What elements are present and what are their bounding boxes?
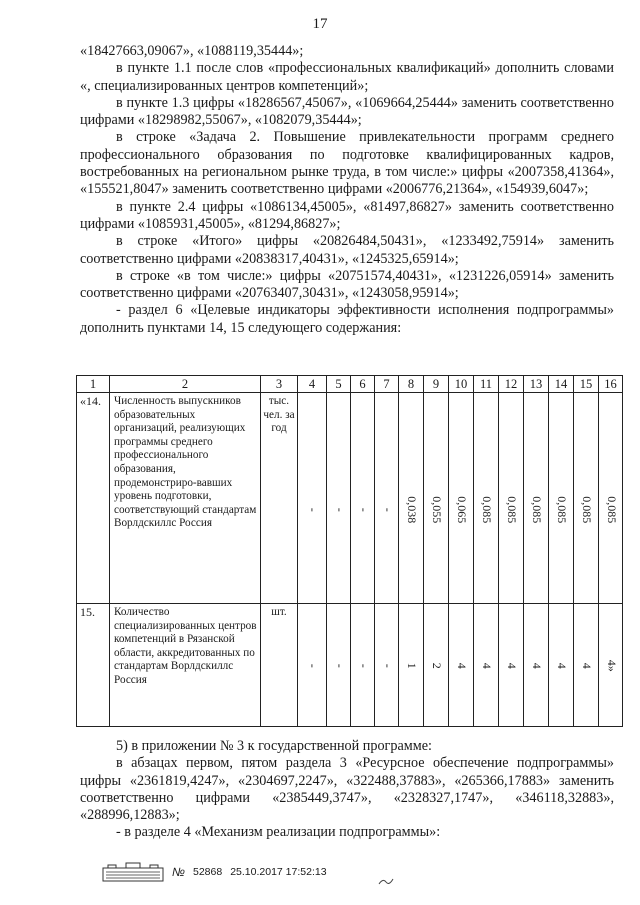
column-header: 8 [399, 376, 424, 393]
value-cell [474, 393, 499, 604]
value-cell [599, 604, 623, 727]
paragraph: в пункте 1.1 после слов «профессиональных квалификаций» дополнить словами «, специализированных центров компетенций»; [80, 60, 614, 94]
table-row [77, 604, 623, 727]
column-header: 4 [298, 376, 327, 393]
column-header: 9 [424, 376, 449, 393]
column-header: 2 [110, 376, 261, 393]
value-cell [298, 604, 327, 727]
paragraph: 5) в приложении № 3 к государственной программе: [116, 738, 432, 754]
paragraph: «18427663,09067», «1088119,35444»; [80, 43, 304, 59]
value: 0,085 [504, 496, 519, 524]
value-cell [574, 604, 599, 727]
value-cell [375, 393, 399, 604]
value-cell [449, 604, 474, 727]
row-number: «14. [77, 393, 110, 604]
value: 4» [604, 659, 619, 672]
number-sign: № [172, 865, 185, 879]
column-header: 12 [499, 376, 524, 393]
value: - [305, 663, 320, 668]
paragraph: в пункте 2.4 цифры «1086134,45005», «81497,86827» заменить соответственно цифрами «1085931,45005», «81294,86827»; [80, 198, 614, 232]
value-cell [499, 393, 524, 604]
table-header-row [77, 376, 623, 393]
value: 4 [504, 662, 519, 669]
value-cell [549, 393, 574, 604]
value-cell [524, 604, 549, 727]
value: 4 [529, 662, 544, 669]
body-text-bottom [80, 738, 614, 842]
unit-of-measure: тыс. чел. за год [261, 393, 298, 604]
row-number: 15. [77, 604, 110, 727]
value: 0,055 [429, 496, 444, 524]
indicator-name: Численность выпускников образовательных организаций, реализующих программы среднего профессионального образования, продемонстриро-вавших уровень подготовки, соответствующий стандартам Ворлдскиллс Россия [110, 393, 261, 604]
value-cell [351, 393, 375, 604]
column-header: 6 [351, 376, 375, 393]
paragraph: - в разделе 4 «Механизм реализации подпрограммы»: [116, 824, 441, 841]
value-cell [399, 604, 424, 727]
column-header: 1 [77, 376, 110, 393]
value: 4 [479, 662, 494, 669]
column-header: 7 [375, 376, 399, 393]
value-cell [499, 604, 524, 727]
value-cell [574, 393, 599, 604]
paragraph: в строке «в том числе:» цифры «20751574,40431», «1231226,05914» заменить соответственно цифрами «20763407,30431», «1243058,95914»; [80, 267, 614, 302]
column-header: 5 [327, 376, 351, 393]
unit-of-measure: шт. [261, 604, 298, 727]
value-cell [599, 393, 623, 604]
value-cell [524, 393, 549, 604]
value: 0,085 [479, 496, 494, 524]
column-header: 16 [599, 376, 623, 393]
indicators-table [76, 375, 621, 727]
value: 4 [579, 662, 594, 669]
value: - [332, 663, 347, 668]
value: 4 [554, 662, 569, 669]
value: 0,085 [554, 496, 569, 524]
value: 4 [454, 662, 469, 669]
registry-stamp-icon [102, 862, 164, 882]
column-header: 10 [449, 376, 474, 393]
registration-datetime: 25.10.2017 17:52:13 [230, 866, 327, 878]
column-header: 15 [574, 376, 599, 393]
value: - [380, 507, 395, 512]
document-number: 52868 [193, 866, 223, 878]
value-cell [549, 604, 574, 727]
value-cell [399, 393, 424, 604]
value-cell [327, 604, 351, 727]
value: 0,085 [529, 496, 544, 524]
value: - [356, 507, 371, 512]
value-cell [474, 604, 499, 727]
value-cell [375, 604, 399, 727]
paragraph: в абзацах первом, пятом раздела 3 «Ресурсное обеспечение подпрограммы» цифры «2361819,4247», «2304697,2247», «322488,37883», «265366,17883» заменить соответственно цифрами «2385449,3747», «2328327,1747», «346118,32883», «288996,12883»; [80, 755, 614, 824]
value: - [305, 507, 320, 512]
page-number: 17 [312, 16, 328, 32]
value: - [380, 663, 395, 668]
value: - [356, 663, 371, 668]
value-cell [298, 393, 327, 604]
value: 0,038 [404, 496, 419, 524]
registration-footer [102, 862, 327, 882]
indicator-name: Количество специализированных центров компетенций в Рязанской области, аккредитованных по стандартам Ворлдскиллс Россия [110, 604, 261, 727]
value-cell [424, 604, 449, 727]
paragraph: в пункте 1.3 цифры «18286567,45067», «1069664,25444» заменить соответственно цифрами «18298982,55067», «1082079,35444»; [80, 94, 614, 129]
pen-mark-icon [378, 875, 394, 887]
value: 0,085 [579, 496, 594, 524]
value: 2 [429, 662, 444, 669]
value-cell [424, 393, 449, 604]
value: 0,085 [604, 496, 619, 524]
table-row [77, 393, 623, 604]
paragraph: - раздел 6 «Целевые индикаторы эффективности исполнения подпрограммы» дополнить пунктами 14, 15 следующего содержания: [80, 302, 614, 336]
value-cell [449, 393, 474, 604]
column-header: 3 [261, 376, 298, 393]
value: - [332, 507, 347, 512]
value: 0,065 [454, 496, 469, 524]
column-header: 11 [474, 376, 499, 393]
paragraph: в строке «Итого» цифры «20826484,50431», «1233492,75914» заменить соответственно цифрами «20838317,40431», «1245325,65914»; [80, 233, 614, 267]
value: 1 [404, 662, 419, 669]
paragraph: в строке «Задача 2. Повышение привлекательности программ среднего профессионального образования по подготовке квалифицированных кадров, востребованных на региональном рынке труда, в том числе:» цифры «2007358,41364», «155521,8047» заменить соответственно цифрами «2006776,21364», «154939,6047»; [80, 129, 614, 198]
column-header: 13 [524, 376, 549, 393]
value-cell [327, 393, 351, 604]
value-cell [351, 604, 375, 727]
body-text-top [80, 43, 614, 337]
column-header: 14 [549, 376, 574, 393]
